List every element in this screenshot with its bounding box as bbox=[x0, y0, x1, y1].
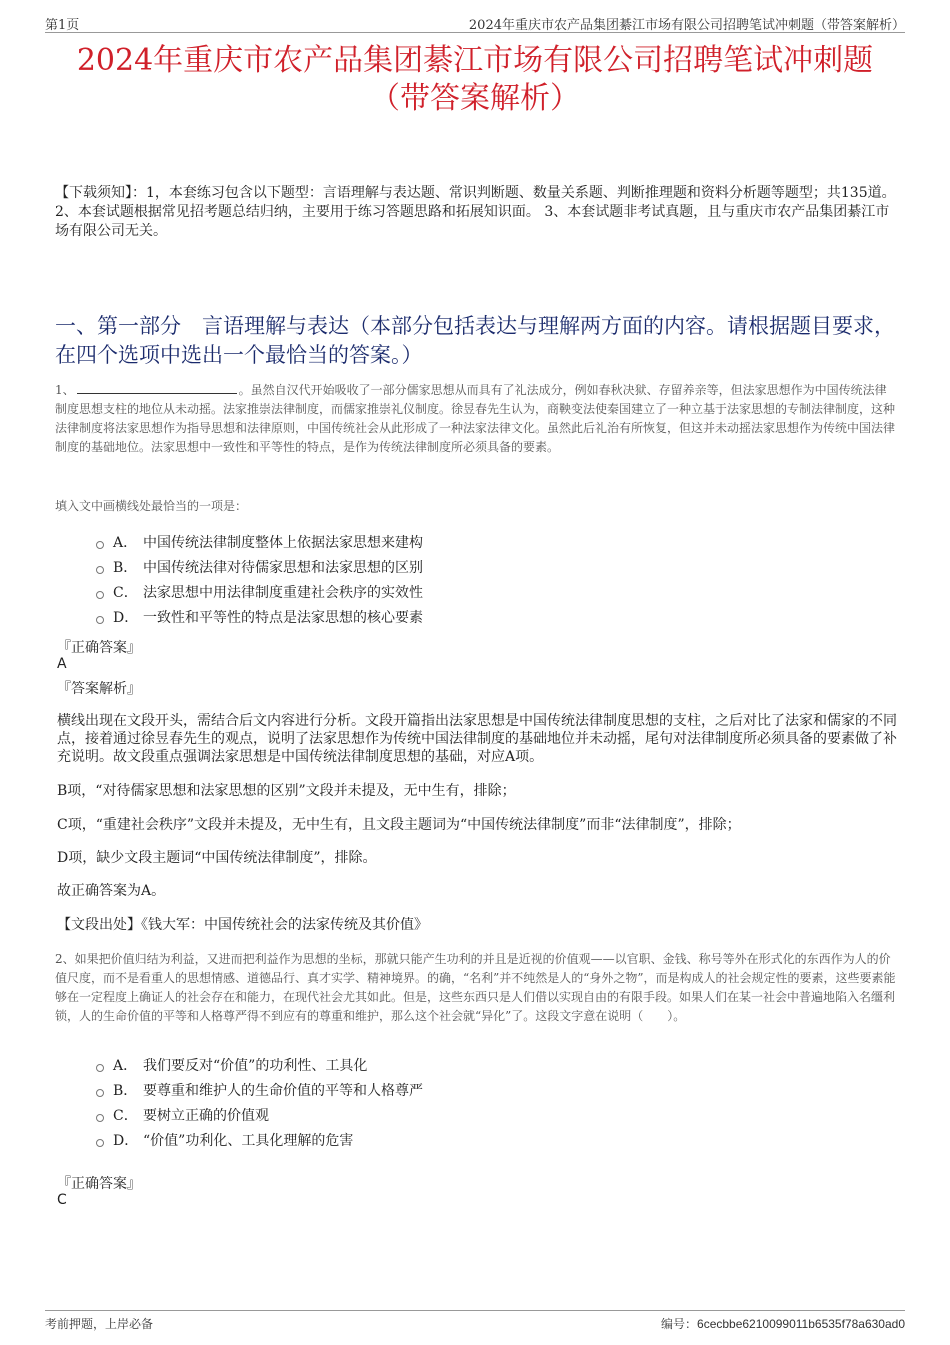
option-c[interactable] bbox=[96, 1102, 423, 1127]
option-text: 我们要反对“价值”的功利性、工具化 bbox=[143, 1057, 368, 1074]
correct-answer: C bbox=[57, 1192, 67, 1208]
radio-icon[interactable] bbox=[96, 566, 104, 574]
option-letter: D． bbox=[113, 1132, 139, 1149]
correct-answer-label: 『正确答案』 bbox=[57, 1176, 141, 1192]
radio-icon[interactable] bbox=[96, 591, 104, 599]
document-title bbox=[45, 42, 905, 118]
source-citation: 【文段出处】《钱大军：中国传统社会的法家传统及其价值》 bbox=[57, 917, 428, 933]
analysis-label: 『答案解析』 bbox=[57, 681, 141, 697]
page-number: 第1页 bbox=[45, 18, 80, 33]
correct-answer: A bbox=[57, 656, 67, 672]
page-footer bbox=[45, 1310, 905, 1331]
fill-blank bbox=[77, 381, 237, 394]
download-notice: 【下载须知】：1，本套练习包含以下题型：言语理解与表达题、常识判断题、数量关系题、判断推理题和资料分析题等题型；共135道。 2、本套试题根据常见招考题总结归纳，主要用于练习答题思路和拓展知识面。 3、本套试题非考试真题，且与重庆市农产品集团綦江市场有限公司无关。 bbox=[55, 185, 896, 239]
question-1-options bbox=[96, 529, 423, 629]
question-1-body: 。虽然自汉代开始吸收了一部分儒家思想从而具有了礼法成分，例如春秋决狱、存留养亲等，但法家思想作为中国传统法律制度思想支柱的地位从未动摇。法家推崇法律制度，而儒家推崇礼仪制度。徐昱春先生认为，商鞅变法使秦国建立了一种立基于法家思想的专制法律制度，这种法律制度将法家思想作为指导思想和法律原则，中国传统社会从此形成了一种法家法律文化。虽然此后礼治有所恢复，但这并未动摇法家思想作为传统中国法律制度的基础地位。法家思想中一致性和平等性的特点，是作为传统法律制度所必须具备的要素。 bbox=[55, 383, 896, 454]
option-text: “价值”功利化、工具化理解的危害 bbox=[143, 1132, 354, 1149]
analysis-option-b: B项，“对待儒家思想和法家思想的区别”文段并未提及，无中生有，排除； bbox=[57, 783, 516, 799]
option-letter: B． bbox=[113, 559, 138, 576]
radio-icon[interactable] bbox=[96, 1089, 104, 1097]
radio-icon[interactable] bbox=[96, 1064, 104, 1072]
question-1-number: 1、 bbox=[55, 383, 75, 397]
radio-icon[interactable] bbox=[96, 1114, 104, 1122]
analysis-option-d: D项，缺少文段主题词“中国传统法律制度”，排除。 bbox=[57, 850, 377, 866]
option-letter: A． bbox=[113, 1057, 138, 1074]
title-line-1: 2024年重庆市农产品集团綦江市场有限公司招聘笔试冲刺题 bbox=[76, 43, 874, 78]
radio-icon[interactable] bbox=[96, 1139, 104, 1147]
analysis-option-c: C项，“重建社会秩序”文段并未提及，无中生有，且文段主题词为“中国传统法律制度”而非“法律制度”，排除； bbox=[57, 817, 741, 833]
question-2-text: 2、如果把价值归结为利益，又进而把利益作为思想的坐标，那就只能产生功利的并且是近视的价值观——以官职、金钱、称号等外在形式化的东西作为人的价值尺度，而不是看重人的思想情感、道德品行、真才实学、精神境界。的确，“名利”并不纯然是人的“身外之物”，而是构成人的社会规定性的要素，这些要素能够在一定程度上确证人的社会存在和能力，在现代社会尤其如此。但是，这些东西只是人们借以实现自由的有限手段。如果人们在某一社会中普遍地陷入名缰利锁，人的生命价值的平等和人格尊严得不到应有的尊重和维护，那么这个社会就“异化”了。这段文字意在说明（ ）。 bbox=[55, 952, 896, 1023]
footer-code-value: 6cecbbe6210099011b6535f78a630ad0 bbox=[697, 1317, 905, 1331]
option-a[interactable] bbox=[96, 529, 423, 554]
radio-icon[interactable] bbox=[96, 541, 104, 549]
option-c[interactable] bbox=[96, 579, 423, 604]
footer-code-label: 编号： bbox=[661, 1317, 698, 1331]
question-1-prompt: 填入文中画横线处最恰当的一项是： bbox=[55, 499, 248, 513]
option-letter: D． bbox=[113, 609, 139, 626]
option-text: 中国传统法律制度整体上依据法家思想来建构 bbox=[143, 534, 423, 551]
option-letter: B． bbox=[113, 1082, 138, 1099]
option-d[interactable] bbox=[96, 1127, 423, 1152]
option-d[interactable] bbox=[96, 604, 423, 629]
question-1-text bbox=[55, 381, 898, 457]
option-b[interactable] bbox=[96, 554, 423, 579]
correct-answer-label: 『正确答案』 bbox=[57, 640, 141, 656]
option-letter: C． bbox=[113, 1107, 138, 1124]
header-doc-title: 2024年重庆市农产品集团綦江市场有限公司招聘笔试冲刺题（带答案解析） bbox=[468, 18, 905, 33]
option-a[interactable] bbox=[96, 1052, 423, 1077]
footer-slogan: 考前押题，上岸必备 bbox=[45, 1317, 154, 1331]
option-text: 法家思想中用法律制度重建社会秩序的实效性 bbox=[143, 584, 423, 601]
question-2-options bbox=[96, 1052, 423, 1152]
option-text: 要尊重和维护人的生命价值的平等和人格尊严 bbox=[143, 1082, 423, 1099]
analysis-conclusion: 故正确答案为A。 bbox=[57, 883, 166, 899]
option-b[interactable] bbox=[96, 1077, 423, 1102]
option-text: 一致性和平等性的特点是法家思想的核心要素 bbox=[143, 609, 423, 626]
option-letter: C． bbox=[113, 584, 138, 601]
page-header bbox=[45, 12, 905, 33]
section-title: 一、第一部分 言语理解与表达（本部分包括表达与理解两方面的内容。请根据题目要求，在四个选项中选出一个最恰当的答案。） bbox=[55, 314, 895, 367]
option-text: 要树立正确的价值观 bbox=[143, 1107, 269, 1124]
footer-code bbox=[661, 1315, 905, 1332]
radio-icon[interactable] bbox=[96, 616, 104, 624]
option-letter: A． bbox=[113, 534, 138, 551]
title-line-2: （带答案解析） bbox=[370, 81, 580, 116]
option-text: 中国传统法律对待儒家思想和法家思想的区别 bbox=[143, 559, 423, 576]
analysis-paragraph: 横线出现在文段开头，需结合后文内容进行分析。文段开篇指出法家思想是中国传统法律制度思想的支柱，之后对比了法家和儒家的不同点，接着通过徐昱春先生的观点，说明了法家思想作为传统中国法律制度的基础地位并未动摇，尾句对法律制度所必须具备的要素做了补充说明。故文段重点强调法家思想是中国传统法律制度思想的基础，对应A项。 bbox=[57, 713, 897, 765]
